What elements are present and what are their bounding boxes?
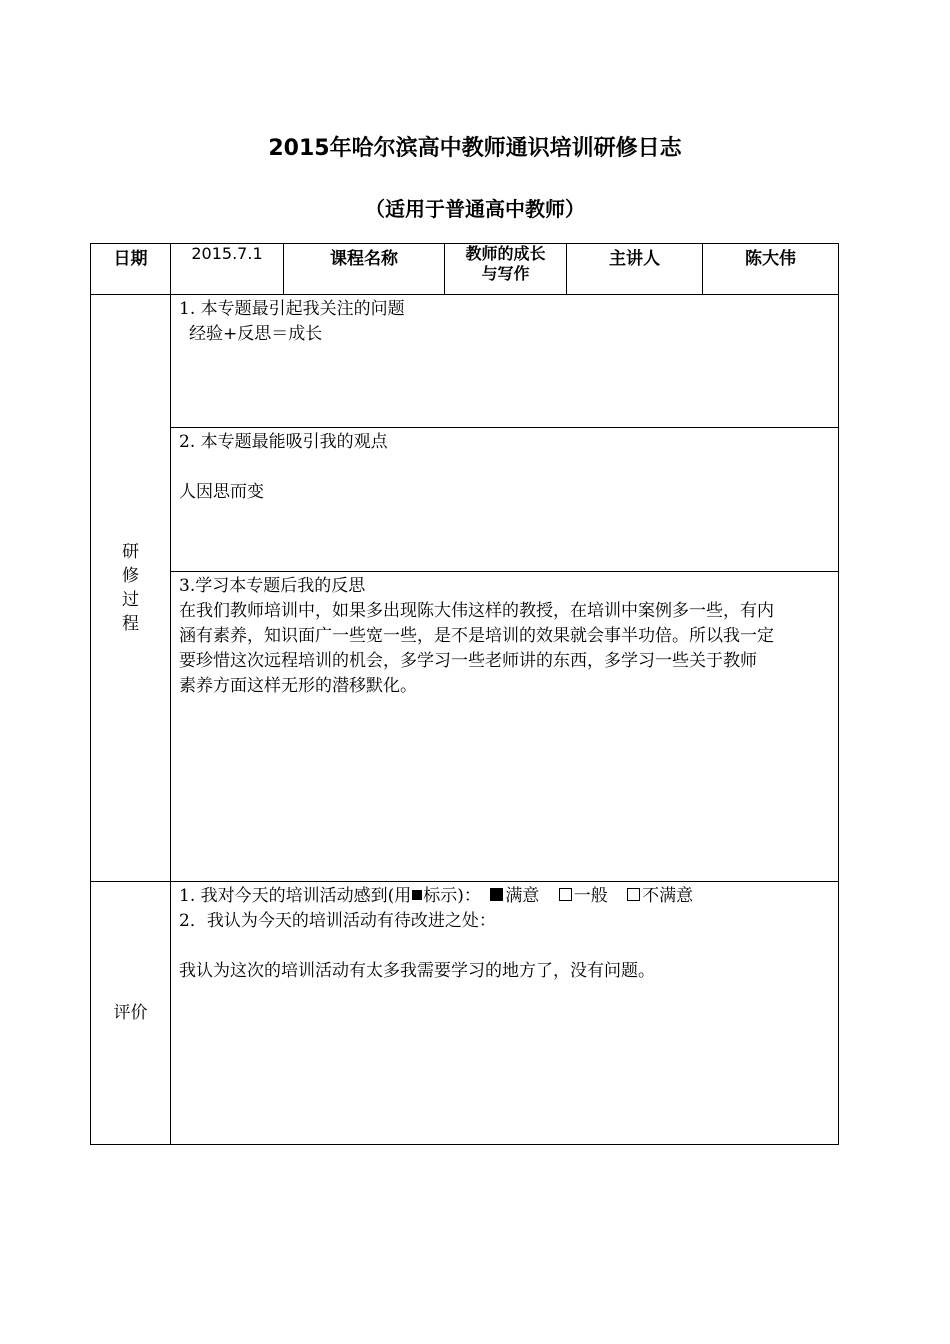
q3-answer-line: 涵有素养，知识面广一些宽一些，是不是培训的效果就会事半功倍。所以我一定 xyxy=(179,626,774,646)
q2-question: 2. 本专题最能吸引我的观点 xyxy=(179,432,388,452)
header-row xyxy=(91,244,839,295)
date-value: 2015.7.1 xyxy=(171,244,284,295)
option-satisfied[interactable]: 满意 xyxy=(490,886,539,906)
checkbox-checked-icon[interactable] xyxy=(490,888,503,901)
q1-cell xyxy=(171,295,839,428)
evaluation-cell xyxy=(171,882,839,1145)
eval-q2: 2．我认为今天的培训活动有待改进之处： xyxy=(179,911,496,931)
q1-answer: 经验+反思＝成长 xyxy=(189,324,323,344)
process-side-label: 研 修 过 程 xyxy=(91,295,171,882)
q2-answer: 人因思而变 xyxy=(179,482,264,502)
speaker-label: 主讲人 xyxy=(567,244,703,295)
q3-cell xyxy=(171,572,839,882)
process-row-2 xyxy=(91,428,839,572)
q3-question: 3.学习本专题后我的反思 xyxy=(179,576,366,596)
process-row-3 xyxy=(91,572,839,882)
page-title: 2015年哈尔滨高中教师通识培训研修日志 xyxy=(268,136,682,161)
q2-cell xyxy=(171,428,839,572)
q3-answer-line: 要珍惜这次远程培训的机会，多学习一些老师讲的东西，多学习一些关于教师 xyxy=(179,651,757,671)
eval-answer: 我认为这次的培训活动有太多我需要学习的地方了，没有问题。 xyxy=(179,961,655,981)
option-unsatisfied[interactable]: 不满意 xyxy=(627,886,693,906)
process-row-1 xyxy=(91,295,839,428)
page-subtitle: （适用于普通高中教师） xyxy=(365,197,585,221)
checkbox-empty-icon[interactable] xyxy=(559,888,572,901)
course-value-line2: 与写作 xyxy=(481,264,530,283)
evaluation-side-label: 评价 xyxy=(91,882,171,1145)
date-label: 日期 xyxy=(91,244,171,295)
option-average[interactable]: 一般 xyxy=(559,886,608,906)
eval-q1: 1. 我对今天的培训活动感到(用 标示)： 满意 一般 不满意 xyxy=(179,886,694,906)
speaker-value: 陈大伟 xyxy=(703,244,839,295)
q3-answer-line: 在我们教师培训中，如果多出现陈大伟这样的教授，在培训中案例多一些，有内 xyxy=(179,601,774,621)
checkbox-empty-icon[interactable] xyxy=(627,888,640,901)
course-label: 课程名称 xyxy=(284,244,445,295)
q3-answer-line: 素养方面这样无形的潜移默化。 xyxy=(179,676,417,696)
training-log-table xyxy=(90,243,839,1145)
evaluation-row xyxy=(91,882,839,1145)
course-value-line1: 教师的成长 xyxy=(465,244,546,263)
filled-square-icon xyxy=(412,890,422,900)
q1-question: 1. 本专题最引起我关注的问题 xyxy=(179,299,405,319)
course-value xyxy=(445,244,567,295)
